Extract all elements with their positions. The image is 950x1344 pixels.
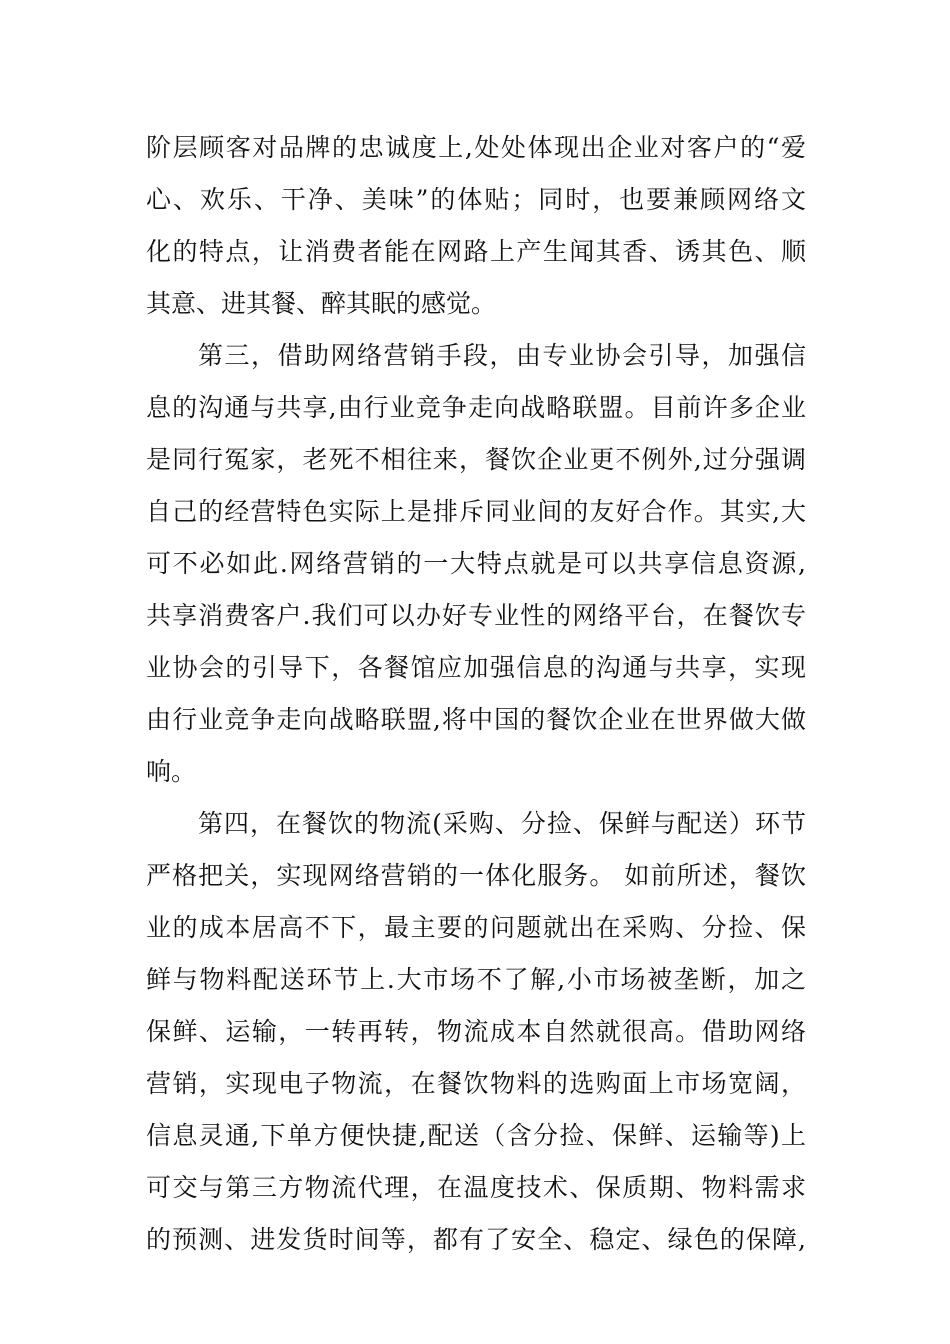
text-line: 第四，在餐饮的物流(采购、分捡、保鲜与配送）环节: [198, 809, 806, 838]
text-line: 营销，实现电子物流，在餐饮物料的选购面上市场宽阔，: [146, 1069, 806, 1098]
text-line: 是同行冤家，老死不相往来，餐饮企业更不例外,过分强调: [146, 445, 806, 474]
text-line: 业协会的引导下，各餐馆应加强信息的沟通与共享，实现: [146, 653, 806, 682]
text-line: 信息灵通,下单方便快捷,配送（含分捡、保鲜、运输等)上: [146, 1121, 806, 1150]
text-line: 自己的经营特色实际上是排斥同业间的友好合作。其实,大: [146, 497, 806, 526]
text-line: 息的沟通与共享,由行业竞争走向战略联盟。目前许多企业: [146, 393, 806, 422]
text-line: 的预测、进发货时间等，都有了安全、稳定、绿色的保障,: [146, 1225, 806, 1254]
text-line: 心、欢乐、干净、美味”的体贴；同时，也要兼顾网络文: [146, 185, 806, 214]
text-line: 共享消费客户.我们可以办好专业性的网络平台，在餐饮专: [146, 601, 806, 630]
text-line: 保鲜、运输，一转再转，物流成本自然就很高。借助网络: [146, 1017, 806, 1046]
text-line: 严格把关，实现网络营销的一体化服务。 如前所述，餐饮: [146, 861, 806, 890]
text-line: 阶层顾客对品牌的忠诚度上,处处体现出企业对客户的“爱: [146, 133, 806, 162]
text-line: 可交与第三方物流代理，在温度技术、保质期、物料需求: [146, 1173, 806, 1202]
text-line: 响。: [146, 757, 197, 786]
text-line: 其意、进其餐、醉其眠的感觉。: [146, 289, 497, 318]
text-line: 鲜与物料配送环节上.大市场不了解,小市场被垄断，加之: [146, 965, 806, 994]
text-line: 化的特点，让消费者能在网路上产生闻其香、诱其色、顺: [146, 237, 806, 266]
text-line: 由行业竞争走向战略联盟,将中国的餐饮企业在世界做大做: [146, 705, 806, 734]
text-line: 第三，借助网络营销手段，由专业协会引导，加强信: [198, 341, 806, 370]
text-line: 业的成本居高不下，最主要的问题就出在采购、分捡、保: [146, 913, 806, 942]
text-line: 可不必如此.网络营销的一大特点就是可以共享信息资源,: [146, 549, 806, 578]
